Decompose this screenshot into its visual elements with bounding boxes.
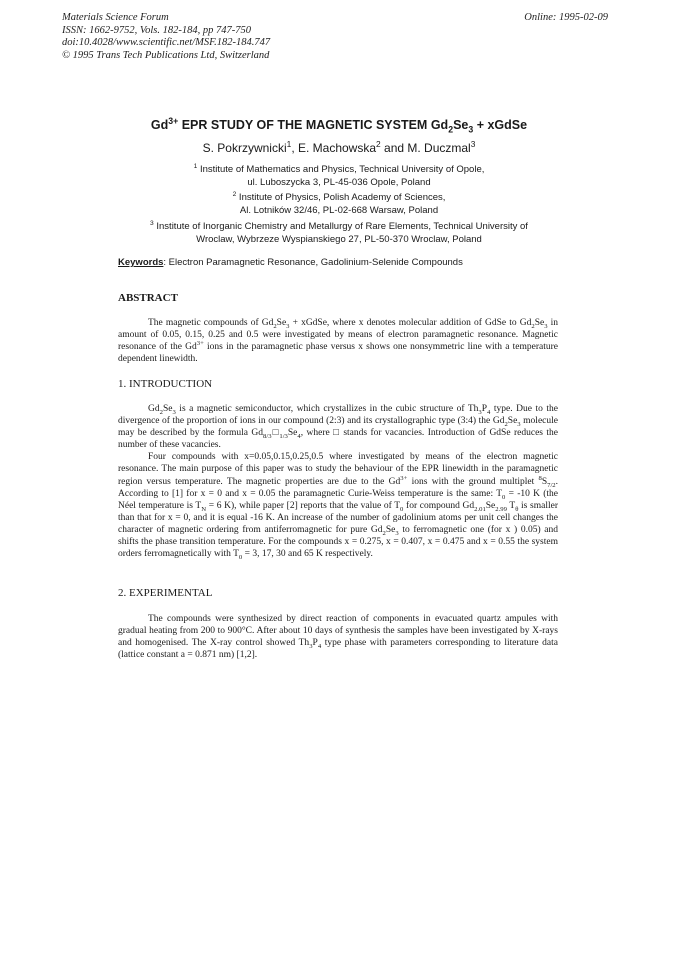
issn-line: ISSN: 1662-9752, Vols. 182-184, pp 747-750 bbox=[62, 24, 251, 36]
experimental-text: The compounds were synthesized by direct reaction of components in evacuated quartz ampules with gradual heating from 200 to 900°C. After about 10 days of synthesis the samples have been investigated by X-rays and homogenised. The X-ray control showed $Th_3P_4$ type phase with parameters corresponding to literature data (lattice constant a = 0.871 nm) [1,2]. bbox=[118, 614, 559, 661]
affiliation-1: $^1$ Institute of Mathematics and Physics, Technical University of Opole, ul. Luboszycka 3, PL-45-036 Opole, Poland bbox=[193, 162, 485, 188]
experimental-heading: 2. EXPERIMENTAL bbox=[118, 587, 213, 599]
journal-name: Materials Science Forum bbox=[62, 12, 169, 23]
abstract-heading: ABSTRACT bbox=[118, 292, 178, 304]
author-list: S. Pokrzywnicki$^1$, E. Machowska$^2$ and M. Duczmal$^3$ bbox=[202, 139, 476, 155]
online-date: Online: 1995-02-09 bbox=[524, 12, 608, 23]
keywords-label: Keywords bbox=[118, 257, 164, 268]
doi-line[interactable]: doi:10.4028/www.scientific.net/MSF.182-184.747 bbox=[62, 37, 271, 48]
paper-title: $Gd^{3+}$ EPR STUDY OF THE MAGNETIC SYSTEM $Gd_2Se_3$ + xGdSe bbox=[150, 115, 528, 135]
introduction-heading: 1. INTRODUCTION bbox=[118, 378, 213, 390]
keywords: Keywords: Electron Paramagnetic Resonance, Gadolinium-Selenide Compounds bbox=[118, 257, 463, 268]
abstract-text: The magnetic compounds of $Gd_2Se_3$ + xGdSe, where x denotes molecular addition of GdSe to $Gd_2Se_3$ in amount of 0.05, 0.15, 0.25 and 0.5 were investigated by means of electron paramagnetic resonance. Magnetic resonance of the $Gd^{3+}$ ions in the paramagnetic phase versus x shows one nonsymmetric line with a temperature dependent linewidth. bbox=[118, 318, 559, 365]
copyright-line: © 1995 Trans Tech Publications Ltd, Switzerland bbox=[62, 49, 270, 61]
introduction-text: $Gd_2Se_3$ is a magnetic semiconductor, which crystallizes in the cubic structure of $Th_3P_4$ type. Due to the divergence of the proportion of ions in our compound (2:3) and its crystallographic type (3:4) the $Gd_2Se_3$ molecule may be described by the formula $Gd_{8/3}□_{1/3}Se_4$, where □ stands for vacancies. Introduction of GdSe reduces the number of these vacancies. Four compounds with x=0.05,0.15,0.25,0.5 where investigated by means of the electron magnetic resonance. The main purpose of this paper was to study the behaviour of the EPR linewidth in the paramagnetic region versus temperature. The magnetic properties are due to the $Gd^{3+}$ ions with the ground multiplet $^8S_{7/2}$. According to [1] for x = 0 and x = 0.05 the paramagnetic Curie-Weiss temperature is the same: $T_0 = -10$ K (the Néel temperature is $T_N = 6$ K), while paper [2] reports that the value of $T_0$ for compound $Gd_{2.01}Se_{2.99}$ $T_\theta$ is smaller than that for x = 0, and it is equal -16 K. An increase of the number of gadolinium atoms per unit cell changes the character of magnetic ordering from antiferromagnetic for pure $Gd_2Se_3$ to ferromagnetic one (for x ) 0.05) and shifts the phase transition temperature. For the compounds x = 0.275, x = 0.407, x = 0.475 and x = 0.55 the system orders ferromagnetically with $T_0 = 3$, 17, 30 and 65 K respectively. bbox=[118, 404, 559, 562]
journal-header bbox=[62, 12, 270, 62]
affiliation-2: $^2$ Institute of Physics, Polish Academy of Sciences, Al. Lotników 32/46, PL-02-668 Warsaw, Poland bbox=[232, 190, 446, 216]
affiliation-3: $^3$ Institute of Inorganic Chemistry and Metallurgy of Rare Elements, Technical University of Wroclaw, Wybrzeze Wyspianskiego 27, PL-50-370 Wroclaw, Poland bbox=[150, 219, 528, 245]
